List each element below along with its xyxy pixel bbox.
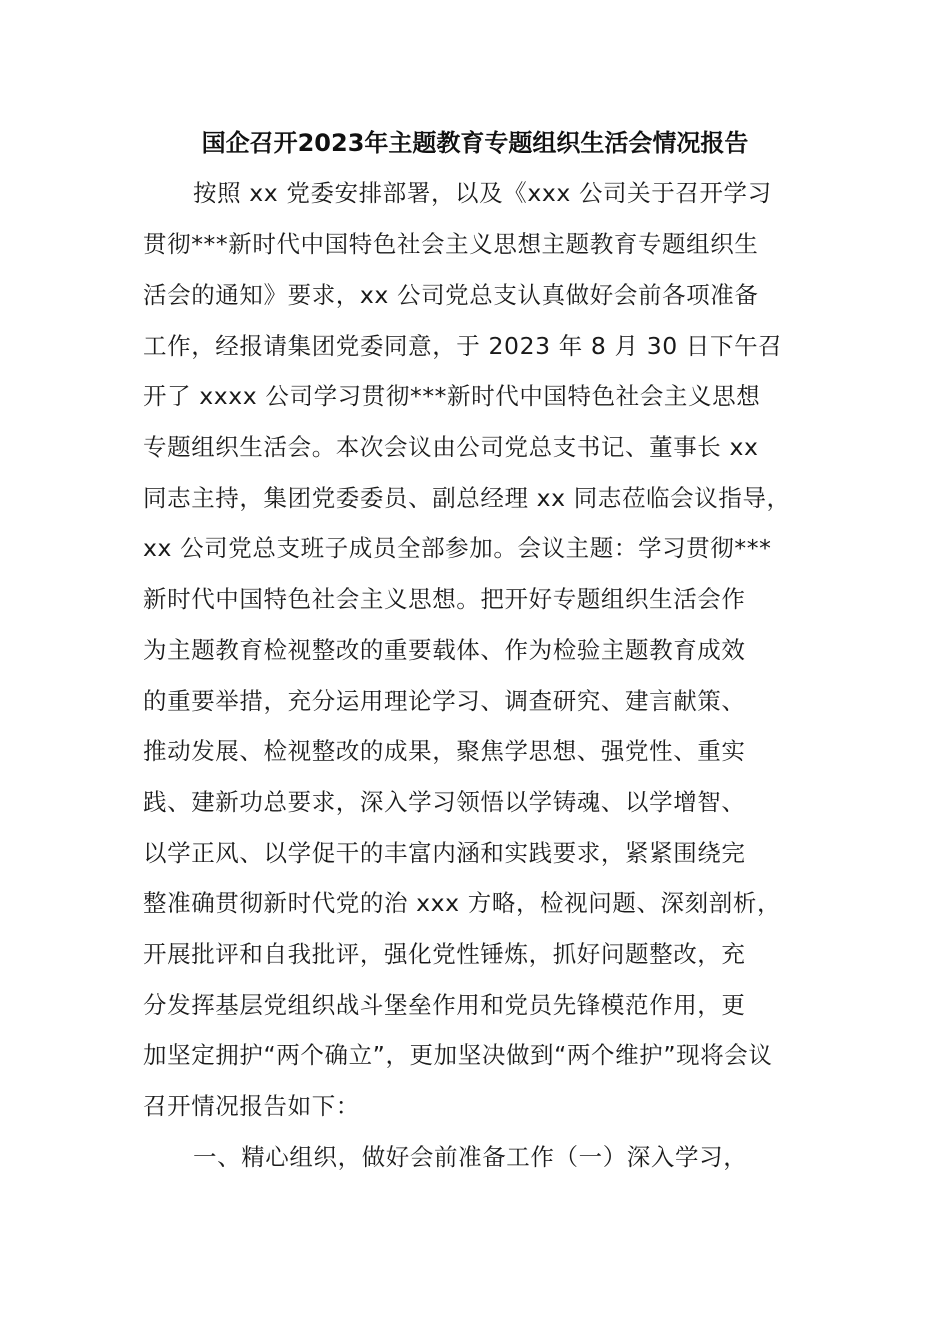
paragraph-1-line-5: 开了 xxxx 公司学习贯彻***新时代中国特色社会主义思想 (143, 382, 761, 410)
paragraph-1-line-1: 按照 xx 党委安排部署，以及《xxx 公司关于召开学习 (193, 179, 772, 207)
paragraph-1-line-12: 推动发展、检视整改的成果，聚焦学思想、强党性、重实 (143, 737, 746, 765)
paragraph-1-line-16: 开展批评和自我批评，强化党性锤炼，抓好问题整改，充 (143, 940, 746, 968)
paragraph-1-line-11: 的重要举措，充分运用理论学习、调查研究、建言献策、 (143, 687, 746, 715)
paragraph-1-line-19: 召开情况报告如下： (143, 1092, 360, 1120)
paragraph-1-line-10: 为主题教育检视整改的重要载体、作为检验主题教育成效 (143, 636, 746, 664)
paragraph-1-line-15: 整准确贯彻新时代党的治 xxx 方略，检视问题、深刻剖析， (143, 889, 782, 917)
document-title: 国企召开2023年主题教育专题组织生活会情况报告 (201, 129, 749, 157)
paragraph-1-line-14: 以学正风、以学促干的丰富内涵和实践要求，紧紧围绕完 (143, 839, 746, 867)
paragraph-1-line-7: 同志主持，集团党委委员、副总经理 xx 同志莅临会议指导， (143, 484, 791, 512)
paragraph-1-line-9: 新时代中国特色社会主义思想。把开好专题组织生活会作 (143, 585, 746, 613)
paragraph-1-line-3: 活会的通知》要求，xx 公司党总支认真做好会前各项准备 (143, 281, 759, 309)
paragraph-1-line-6: 专题组织生活会。本次会议由公司党总支书记、董事长 xx (143, 433, 759, 461)
paragraph-1-line-2: 贯彻***新时代中国特色社会主义思想主题教育专题组织生 (143, 230, 759, 258)
paragraph-1-line-4: 工作，经报请集团党委同意，于 2023 年 8 月 30 日下午召 (143, 332, 783, 360)
section-heading-1: 一、精心组织，做好会前准备工作（一）深入学习， (193, 1143, 748, 1171)
paragraph-1-line-8: xx 公司党总支班子成员全部参加。会议主题：学习贯彻*** (143, 534, 772, 562)
paragraph-1-line-17: 分发挥基层党组织战斗堡垒作用和党员先锋模范作用，更 (143, 991, 746, 1019)
paragraph-1-line-13: 践、建新功总要求，深入学习领悟以学铸魂、以学增智、 (143, 788, 746, 816)
paragraph-1-line-18: 加坚定拥护“两个确立”，更加坚决做到“两个维护”现将会议 (143, 1041, 773, 1069)
